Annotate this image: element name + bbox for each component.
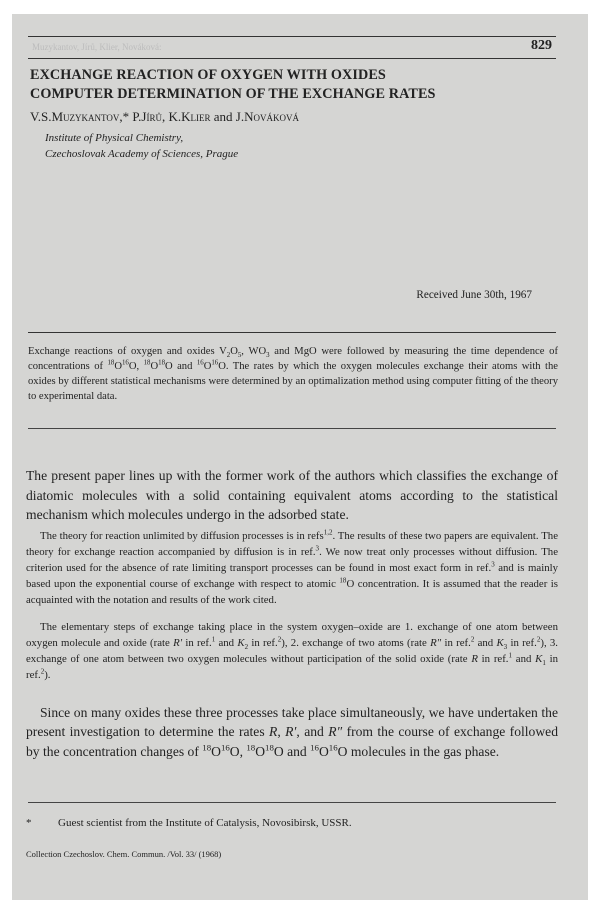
body-paragraph-2 (26, 619, 558, 683)
text: in ref. (248, 637, 278, 649)
variable: R″ (430, 637, 442, 649)
isotope: 16 (121, 359, 129, 367)
text: O (255, 743, 266, 759)
text: and is mainly based upon the exponential course of exchange with respect to atomic (26, 562, 559, 590)
reference: 2 (40, 667, 45, 676)
variable: R′ (173, 637, 183, 649)
abstract-bottom-rule (28, 428, 556, 429)
footnote-text: Guest scientist from the Institute of Catalysis, Novosibirsk, USSR. (58, 817, 352, 829)
paragraph-text (26, 619, 558, 683)
isotope: 16 (211, 359, 219, 367)
footnote-mark: * (26, 817, 32, 829)
reference: 2 (277, 635, 282, 644)
isotope: 18 (339, 576, 347, 585)
title-line-2: COMPUTER DETERMINATION OF THE EXCHANGE RATES (30, 86, 436, 102)
text: Exchange reactions of oxygen and oxides V (28, 346, 227, 357)
text: O and (165, 361, 197, 372)
paragraph-text (26, 528, 558, 608)
text: , (277, 724, 286, 740)
text: ), 3. exchange of one atom between two oxygen molecules without participation of the solid oxide (rate (26, 637, 559, 665)
text: and MgO were followed by measuring the time dependence of concentrations of (28, 346, 558, 372)
reference: 3 (491, 560, 495, 569)
isotope: 18 (265, 742, 274, 753)
text: O (211, 743, 221, 759)
isotope: 16 (196, 359, 204, 367)
reference: 2 (536, 635, 541, 644)
isotope: 18 (158, 359, 165, 367)
text: . We now treat only processes without diffusion. The criterion used for the absence of rate limiting transport processes can be found in most exact form in ref. (26, 546, 558, 574)
text: in ref. (477, 653, 509, 665)
received-date: Received June 30th, 1967 (416, 289, 532, 301)
footnote (26, 817, 352, 829)
journal-reference: Collection Czechoslov. Chem. Commun. /Vol. 33/ (1968) (26, 849, 222, 859)
affiliation (45, 130, 238, 162)
text: ). (44, 669, 51, 681)
intro-paragraph (26, 466, 558, 525)
reference: 2 (470, 635, 475, 644)
affiliation-line-2: Czechoslovak Academy of Sciences, Prague (45, 148, 239, 160)
page-number: 829 (531, 38, 552, 53)
reference: 1,2 (323, 528, 333, 537)
text: O, (229, 743, 247, 759)
isotope: 18 (143, 359, 151, 367)
reference: 1 (211, 635, 216, 644)
text: , WO (241, 346, 267, 357)
author-4-initials: J. (235, 109, 245, 124)
text: O. The rates by which the oxygen molecules exchange their atoms with the oxides by different statistical mechanisms were determined by an optimalization method using computer fitting of the theory to experimental data. (28, 361, 558, 402)
variable: K (535, 653, 543, 665)
text: Since on many oxides these three processes take place simultaneously, we have undertaken the present investigation to determine the rates (26, 704, 558, 740)
subscript: 3 (266, 352, 270, 360)
author-3-initials: K. (168, 109, 182, 124)
title-line-1: EXCHANGE REACTION OF OXYGEN WITH OXIDES (30, 67, 386, 83)
footnote-rule (28, 802, 556, 803)
isotope: 16 (220, 742, 230, 753)
text: O, (128, 361, 144, 372)
text: O (318, 743, 329, 759)
variable: R (471, 653, 478, 665)
text: and (474, 637, 497, 649)
subscript: 2 (244, 643, 249, 652)
text: in ref. (26, 653, 558, 681)
reference: 3 (315, 544, 320, 553)
subscript: 1 (542, 659, 546, 668)
text: , and (296, 724, 329, 740)
variable: K (496, 637, 504, 649)
text: O (114, 361, 122, 372)
article-title (30, 66, 550, 104)
header-bottom-rule (28, 58, 556, 59)
author-conjunction: and (210, 109, 236, 124)
text: The theory for reaction unlimited by diffusion processes is in refs (40, 530, 324, 542)
variable: K (237, 637, 245, 649)
text: O molecules in the gas phase. (337, 743, 500, 759)
author-2-initials: P. (132, 109, 142, 124)
text: The elementary steps of exchange taking place in the system oxygen–oxide are 1. exchange of one atom between oxygen molecule and oxide (rate (26, 621, 558, 649)
isotope: 18 (246, 742, 256, 753)
paragraph-text (26, 703, 558, 762)
author-list (30, 109, 299, 125)
text: and (512, 653, 536, 665)
text: O (203, 361, 212, 372)
abstract-text (28, 344, 558, 404)
variable: R (269, 724, 278, 740)
running-head: Muzykantov, Jírů, Klier, Nováková: (32, 42, 162, 52)
conclusion-paragraph (26, 689, 558, 775)
subscript: 2 (226, 352, 231, 360)
reference: 1 (508, 651, 513, 660)
isotope: 16 (310, 742, 319, 753)
author-4-name: Nováková (244, 109, 299, 124)
subscript: 5 (237, 352, 242, 360)
text: in ref. (182, 637, 212, 649)
abstract (28, 344, 558, 404)
isotope: 18 (202, 742, 212, 753)
text: ), 2. exchange of two atoms (rate (281, 637, 431, 649)
author-1-initials: V.S. (30, 109, 52, 124)
text: O and (273, 743, 311, 759)
intro-text: The present paper lines up with the former work of the authors which classifies the exchange of diatomic molecules with a solid containing equivalent atoms according to the statistical mechanism which molecules undergo in the adsorbed state. (26, 468, 558, 522)
isotope: 18 (107, 359, 115, 367)
author-2-name: Jírů (141, 109, 162, 124)
text: and (215, 637, 238, 649)
text: O (150, 361, 159, 372)
text: in ref. (507, 637, 537, 649)
header-top-rule (28, 36, 556, 37)
body-paragraph-1 (26, 528, 558, 608)
text: in ref. (441, 637, 471, 649)
text: O (230, 346, 238, 357)
variable: R″ (328, 724, 343, 740)
text: O concentration. It is assumed that the reader is acquainted with the notation and results of the work cited. (26, 578, 558, 606)
subscript: 3 (503, 643, 508, 652)
author-1-name: Muzykantov (51, 109, 120, 124)
abstract-top-rule (28, 332, 556, 333)
author-1-footnote-mark: ,* (119, 109, 133, 124)
text: . The results of these two papers are equivalent. The theory for exchange reaction accompanied by diffusion is in ref. (26, 530, 559, 558)
text: from the course of exchange followed by the concentration changes of (26, 724, 559, 759)
author-3-name: Klier (181, 109, 211, 124)
variable: R′ (285, 724, 297, 740)
isotope: 16 (328, 742, 338, 753)
paper-page (12, 14, 588, 900)
affiliation-line-1: Institute of Physical Chemistry, (45, 132, 184, 144)
author-separator: , (161, 109, 169, 124)
